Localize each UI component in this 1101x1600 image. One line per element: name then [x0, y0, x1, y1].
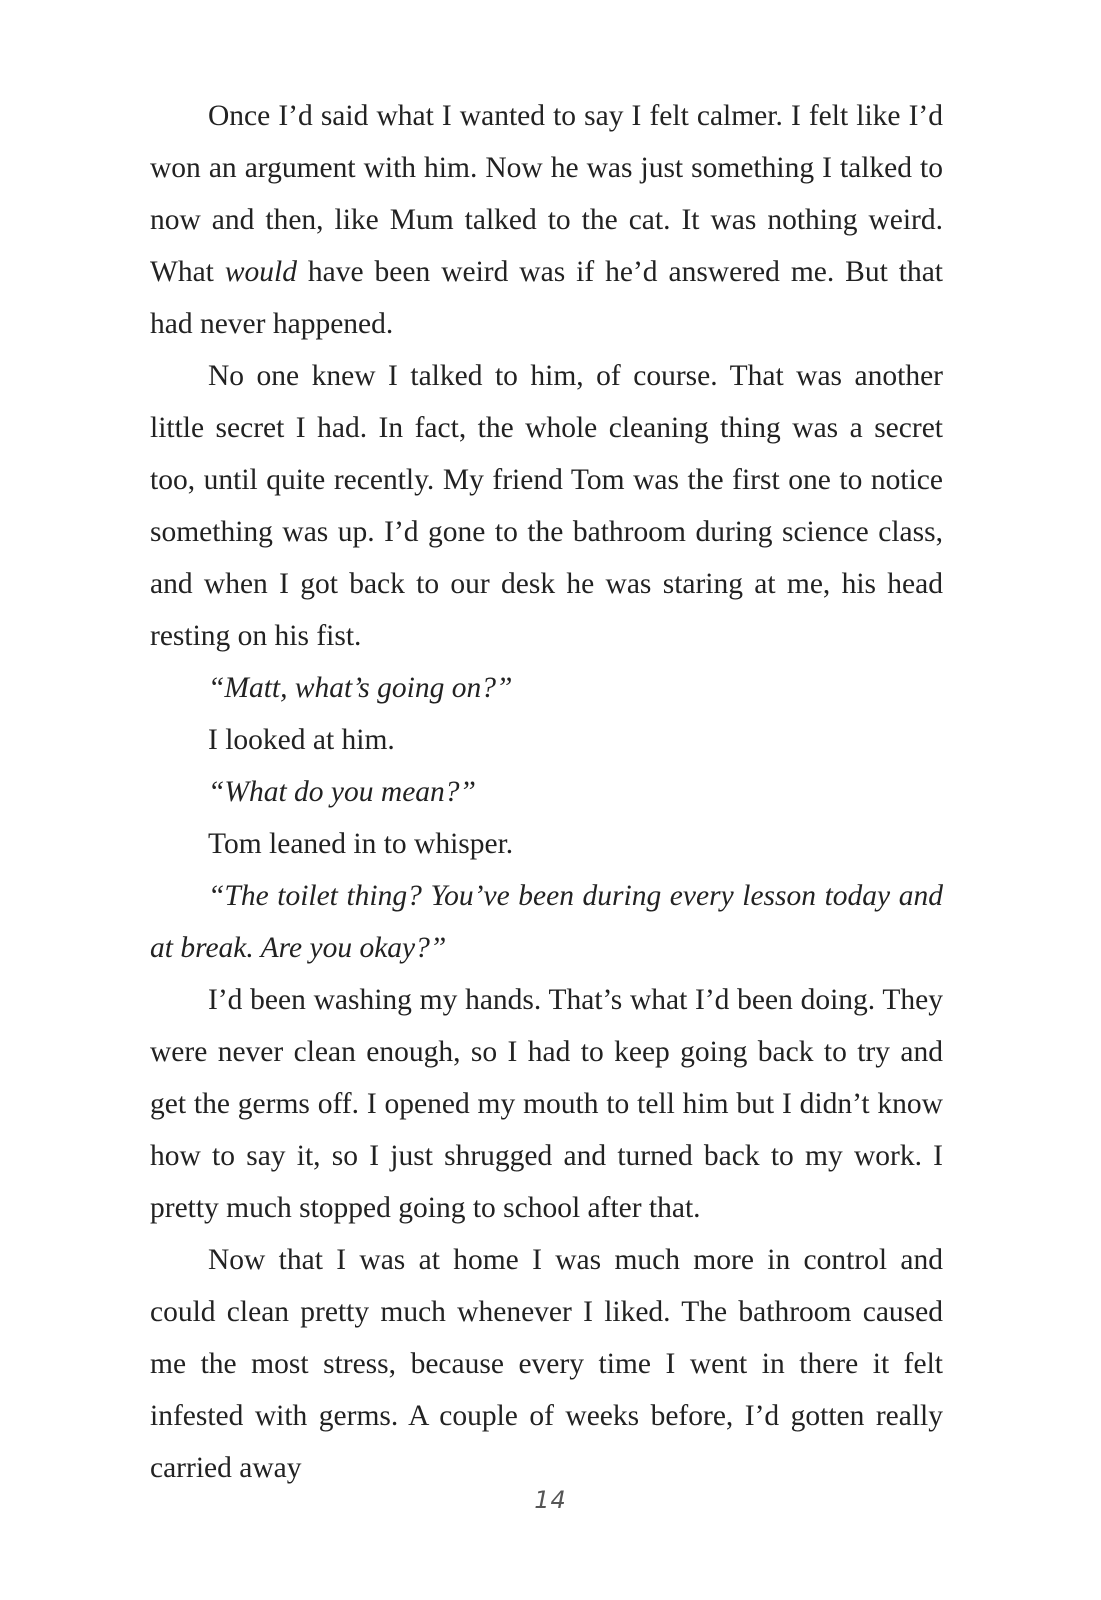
- paragraph-calmer-text-start: Once I’d said what I wanted to say I felt calmer. I felt like I’d won an argument with him. Now he was just something I talked to now and then, like Mum talked to the cat. It was nothing weird. What: [150, 100, 943, 288]
- page-number: 14: [534, 1486, 567, 1514]
- paragraph-looked: I looked at him.: [208, 724, 395, 756]
- body-text: [150, 90, 943, 1494]
- paragraph-washing-hands: I’d been washing my hands. That’s what I’d been doing. They were never clean enough, so I had to keep going back to try and get the germs off. I opened my mouth to tell him but I didn’t know how to say it, so I just shrugged and turned back to my work. I pretty much stopped going to school after that.: [150, 984, 943, 1224]
- paragraph-calmer-text-end: have been weird was if he’d answered me. But that had never happened.: [150, 256, 943, 340]
- dialogue-tom-question: “Matt, what’s going on?”: [208, 672, 513, 704]
- paragraph-whisper: Tom leaned in to whisper.: [208, 828, 514, 860]
- dialogue-matt-reply: “What do you mean?”: [208, 776, 476, 808]
- paragraph-calmer: [150, 90, 943, 350]
- paragraph-secret: No one knew I talked to him, of course. That was another little secret I had. In fact, the whole cleaning thing was a secret too, until quite recently. My friend Tom was the first one to notice something was up. I’d gone to the bathroom during science class, and when I got back to our desk he was staring at me, his head resting on his fist.: [150, 360, 943, 652]
- emphasis-would: would: [224, 256, 297, 288]
- paragraph-at-home: Now that I was at home I was much more in control and could clean pretty much whenever I liked. The bathroom caused me the most stress, because every time I went in there it felt infested with germs. A couple of weeks before, I’d gotten really carried away: [150, 1244, 943, 1484]
- dialogue-toilet-thing: “The toilet thing? You’ve been during every lesson today and at break. Are you okay?”: [150, 880, 943, 964]
